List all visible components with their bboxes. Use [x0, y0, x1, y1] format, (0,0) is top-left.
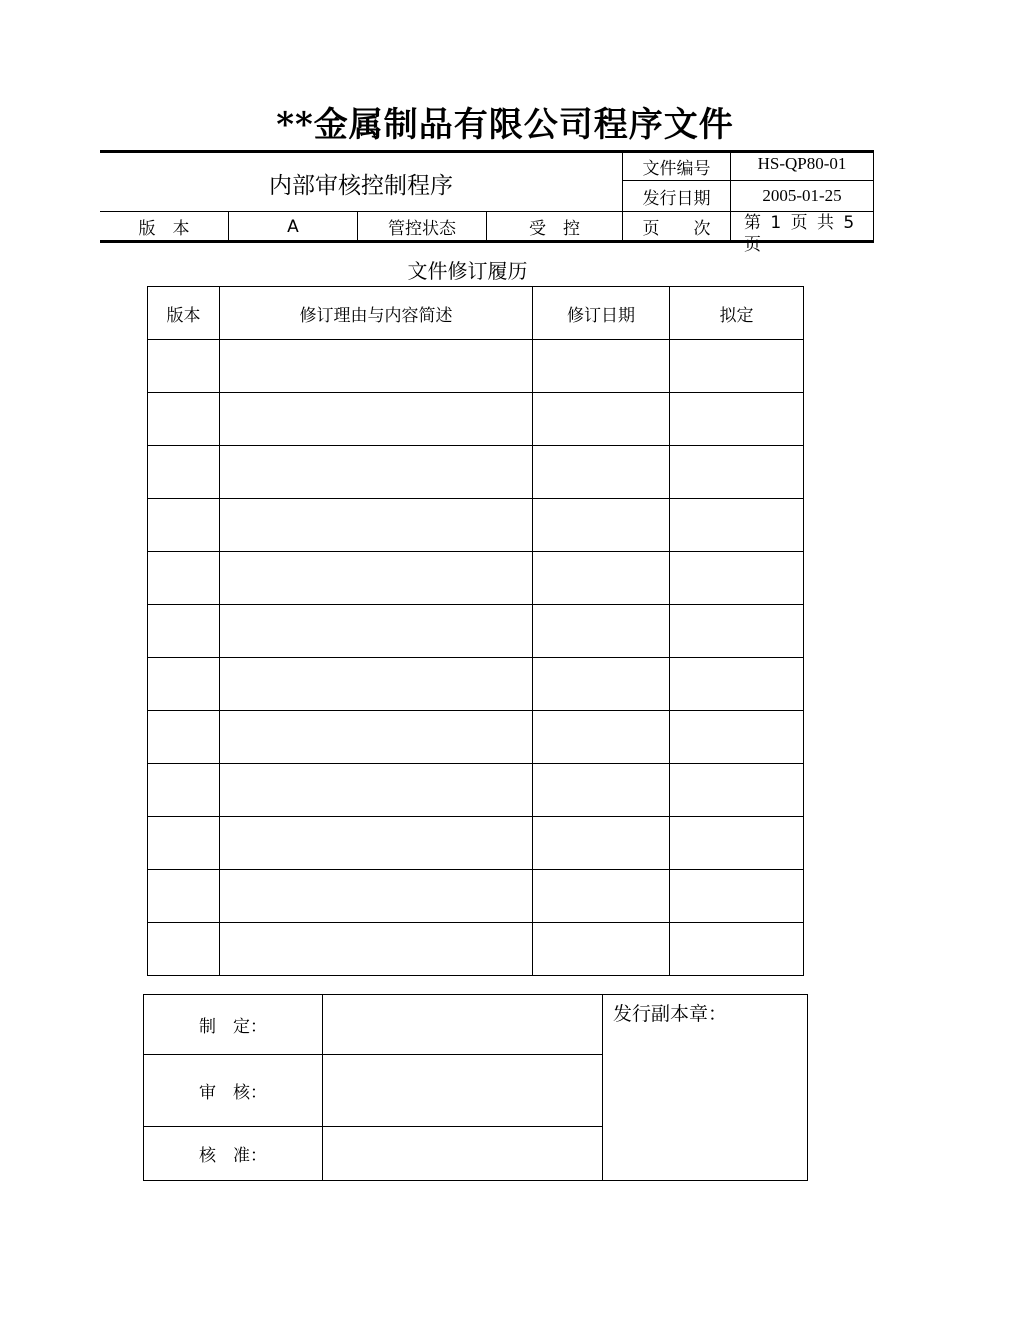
table-row [148, 870, 804, 923]
header-right-edge [873, 150, 874, 242]
revision-cell-drafter[interactable] [670, 605, 804, 658]
revision-cell-drafter[interactable] [670, 499, 804, 552]
revision-cell-version[interactable] [148, 393, 220, 446]
revision-cell-description[interactable] [220, 605, 533, 658]
revision-cell-version[interactable] [148, 552, 220, 605]
prepared-by-field[interactable] [323, 995, 603, 1055]
doc-number-label: 文件编号 [642, 158, 711, 179]
revision-cell-drafter[interactable] [670, 764, 804, 817]
table-row [148, 817, 804, 870]
revision-cell-version[interactable] [148, 923, 220, 976]
column-header-version: 版本 [148, 287, 220, 340]
revision-cell-date[interactable] [533, 552, 670, 605]
prepared-by-label: 制 定： [144, 995, 323, 1055]
revision-cell-description[interactable] [220, 446, 533, 499]
revision-cell-description[interactable] [220, 923, 533, 976]
reviewed-by-label: 审 核： [144, 1055, 323, 1127]
revision-cell-description[interactable] [220, 340, 533, 393]
doc-number-value: HS-QP80-01 [757, 154, 847, 173]
issue-copy-stamp-label: 发行副本章： [613, 1003, 728, 1025]
revision-cell-date[interactable] [533, 711, 670, 764]
revision-cell-drafter[interactable] [670, 393, 804, 446]
revision-cell-date[interactable] [533, 605, 670, 658]
column-header-description: 修订理由与内容简述 [220, 287, 533, 340]
revision-cell-date[interactable] [533, 446, 670, 499]
document-title: **金属制品有限公司程序文件 [276, 104, 734, 145]
issue-date-label: 发行日期 [642, 189, 711, 209]
signoff-row-prepared [144, 995, 808, 1055]
procedure-name: 内部审核控制程序 [269, 172, 453, 199]
control-status-label: 管控状态 [388, 219, 456, 239]
revision-cell-version[interactable] [148, 499, 220, 552]
control-status-value: 受 控 [529, 219, 580, 239]
revision-cell-description[interactable] [220, 817, 533, 870]
revision-cell-version[interactable] [148, 340, 220, 393]
revision-cell-version[interactable] [148, 711, 220, 764]
version-value: A [287, 216, 299, 237]
revision-cell-version[interactable] [148, 764, 220, 817]
revision-cell-drafter[interactable] [670, 340, 804, 393]
issue-date-value: 2005-01-25 [762, 185, 842, 205]
reviewed-by-field[interactable] [323, 1055, 603, 1127]
revision-cell-date[interactable] [533, 923, 670, 976]
revision-cell-version[interactable] [148, 817, 220, 870]
revision-cell-drafter[interactable] [670, 658, 804, 711]
revision-cell-description[interactable] [220, 393, 533, 446]
revision-cell-version[interactable] [148, 446, 220, 499]
table-row [148, 340, 804, 393]
table-row [148, 499, 804, 552]
revision-cell-drafter[interactable] [670, 870, 804, 923]
approved-by-field[interactable] [323, 1127, 603, 1181]
column-header-date: 修订日期 [533, 287, 670, 340]
revision-cell-description[interactable] [220, 764, 533, 817]
revision-cell-version[interactable] [148, 870, 220, 923]
page-label: 页 次 [642, 219, 711, 239]
revision-cell-description[interactable] [220, 499, 533, 552]
table-row [148, 658, 804, 711]
revision-cell-description[interactable] [220, 711, 533, 764]
issue-copy-stamp-area [603, 995, 808, 1181]
revision-history-table [147, 286, 804, 976]
revision-cell-date[interactable] [533, 658, 670, 711]
revision-cell-drafter[interactable] [670, 446, 804, 499]
table-row [148, 923, 804, 976]
revision-cell-drafter[interactable] [670, 817, 804, 870]
revision-cell-version[interactable] [148, 605, 220, 658]
revision-cell-drafter[interactable] [670, 711, 804, 764]
revision-cell-drafter[interactable] [670, 552, 804, 605]
page-value: 第 1 页 共 5 页 [744, 213, 855, 255]
column-header-drafter: 拟定 [670, 287, 804, 340]
table-row [148, 764, 804, 817]
revision-cell-description[interactable] [220, 658, 533, 711]
revision-cell-date[interactable] [533, 499, 670, 552]
revision-cell-date[interactable] [533, 764, 670, 817]
revision-cell-drafter[interactable] [670, 923, 804, 976]
revision-history-title: 文件修订履历 [407, 258, 528, 283]
revision-header-row [148, 287, 804, 340]
table-row [148, 711, 804, 764]
table-row [148, 605, 804, 658]
table-row [148, 446, 804, 499]
revision-cell-description[interactable] [220, 870, 533, 923]
signoff-table [143, 994, 808, 1181]
version-label: 版 本 [138, 219, 190, 239]
table-row [148, 552, 804, 605]
revision-cell-version[interactable] [148, 658, 220, 711]
revision-cell-date[interactable] [533, 340, 670, 393]
revision-cell-date[interactable] [533, 817, 670, 870]
revision-cell-date[interactable] [533, 870, 670, 923]
approved-by-label: 核 准： [144, 1127, 323, 1181]
revision-cell-date[interactable] [533, 393, 670, 446]
revision-cell-description[interactable] [220, 552, 533, 605]
table-row [148, 393, 804, 446]
revision-rows [148, 340, 804, 976]
